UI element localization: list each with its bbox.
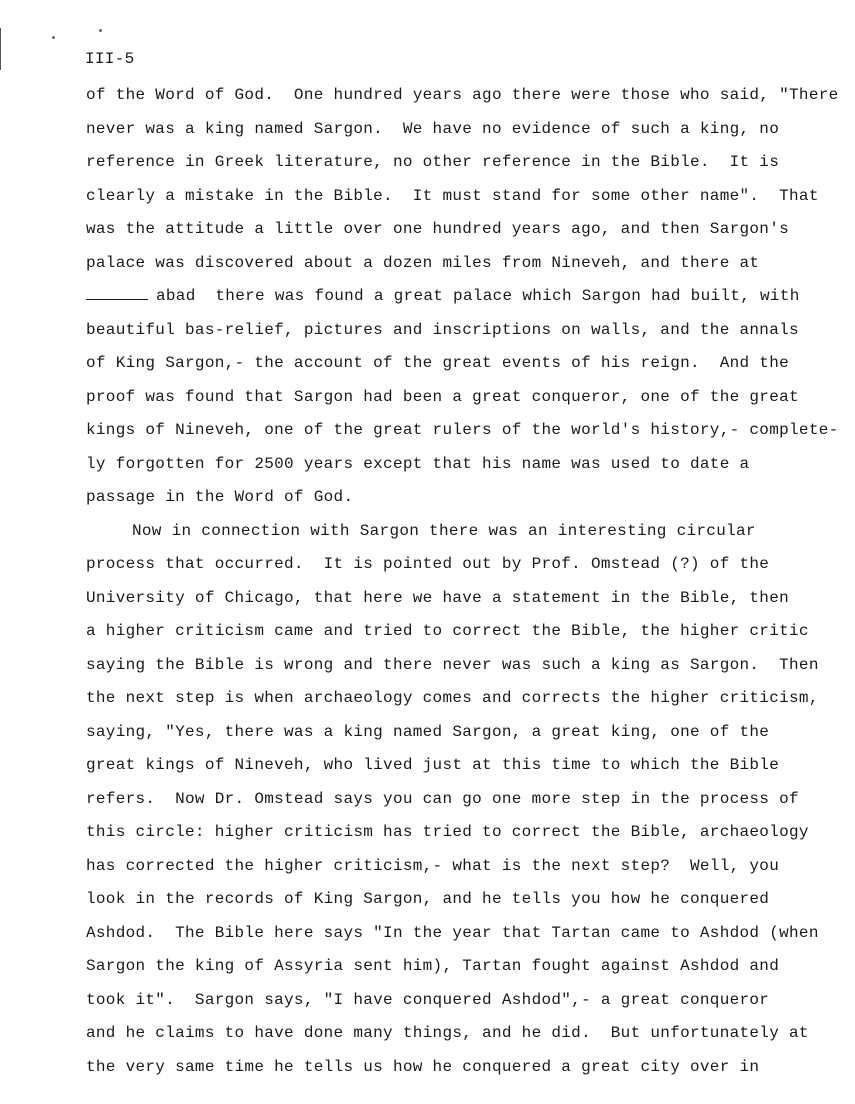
text-line: never was a king named Sargon. We have no evidence of such a king, no [86,119,780,138]
text-line: of King Sargon,- the account of the great events of his reign. And the [86,354,790,372]
text-line: a higher criticism came and tried to correct the Bible, the higher critic [86,622,809,640]
text-line: University of Chicago, that here we have a statement in the Bible, then [86,588,790,607]
text-line: Ashdod. The Bible here says "In the year that Tartan came to Ashdod (when [86,923,819,942]
text-line: passage in the Word of God. [86,488,354,506]
text-line: of the Word of God. One hundred years ago there were those who said, "There [86,86,839,104]
text-line: saying the Bible is wrong and there never was such a king as Sargon. Then [86,655,819,674]
text-line: this circle: higher criticism has tried to correct the Bible, archaeology [86,823,809,841]
body-text [86,84,839,1089]
text-line-with-blank [86,285,839,319]
text-line: kings of Nineveh, one of the great rulers of the world's history,- complete- [86,421,839,439]
text-line: beautiful bas-relief, pictures and inscriptions on walls, and the annals [86,320,799,339]
text-line: clearly a mistake in the Bible. It must stand for some other name". That [86,186,819,205]
text-line: abad there was found a great palace which Sargon had built, with [156,287,800,305]
text-line: has corrected the higher criticism,- what is the next step? Well, you [86,856,780,875]
text-line: took it". Sargon says, "I have conquered Ashdod",- a great conqueror [86,990,770,1009]
text-line: look in the records of King Sargon, and he tells you how he conquered [86,890,770,908]
text-line: ly forgotten for 2500 years except that his name was used to date a [86,454,750,473]
stray-dot-mark [99,29,102,32]
page-number: III-5 [85,50,135,68]
text-line: palace was discovered about a dozen miles from Nineveh, and there at [86,253,760,272]
text-line: refers. Now Dr. Omstead says you can go one more step in the process of [86,789,799,808]
text-line: process that occurred. It is pointed out by Prof. Omstead (?) of the [86,555,770,573]
left-margin-mark [0,28,1,70]
text-line: reference in Greek literature, no other reference in the Bible. It is [86,153,780,171]
text-line: and he claims to have done many things, and he did. But unfortunately at [86,1024,809,1042]
paragraph-start-line: Now in connection with Sargon there was an interesting circular [132,521,756,540]
text-line: the very same time he tells us how he conquered a great city over in [86,1057,760,1076]
text-line: Sargon the king of Assyria sent him), Tartan fought against Ashdod and [86,957,780,975]
text-line: great kings of Nineveh, who lived just at this time to which the Bible [86,756,780,774]
text-line: the next step is when archaeology comes and corrects the higher criticism, [86,689,819,707]
stray-dot-mark [52,36,55,39]
text-line: saying, "Yes, there was a king named Sargon, a great king, one of the [86,722,770,741]
text-line: proof was found that Sargon had been a great conqueror, one of the great [86,387,799,406]
text-line: was the attitude a little over one hundred years ago, and then Sargon's [86,220,790,238]
handwritten-blank-line [86,285,148,300]
